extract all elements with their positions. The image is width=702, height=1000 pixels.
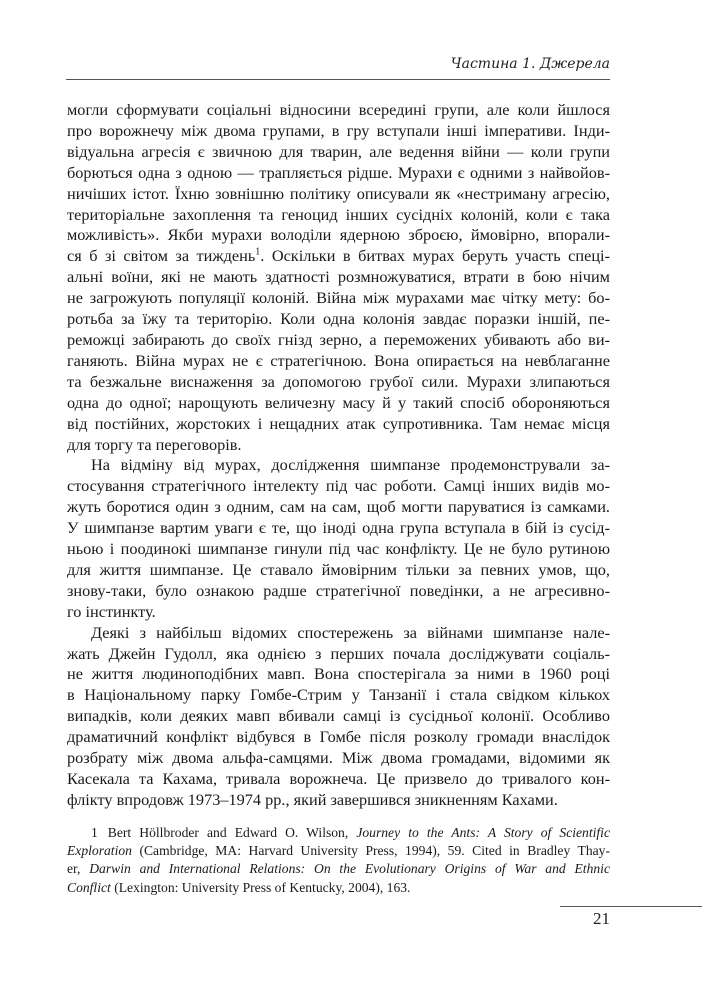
footnote-reference[interactable]: 1 — [255, 246, 261, 258]
text-fragment: ся б зі світом за тиждень — [67, 246, 256, 266]
text-line: го інстинкту. — [67, 601, 156, 621]
footnote-line — [67, 824, 610, 842]
text-line: не загрожують популяції колоній. Війна між мурахами має чітку мету: бо- — [67, 288, 610, 308]
text-line: У шимпанзе вартим уваги є те, що іноді одна група вступала в бій із сусід- — [67, 518, 610, 538]
text-line: від постійних, жорстоких і нещадних атак супротивника. Там немає місця — [67, 413, 610, 433]
text-line: не життя людиноподібних мавп. Вона спостерігала за ними в 1960 році — [67, 664, 610, 684]
running-header: Частина 1. Джерела — [450, 56, 610, 72]
text-line — [67, 246, 610, 267]
text-line: флікту впродовж 1973–1974 рр., який завершився зникненням Кахами. — [67, 789, 558, 809]
text-line: жать Джейн Гудолл, яка однією з перших почала досліджувати соціаль- — [67, 643, 610, 663]
header-rule — [66, 79, 610, 80]
footnote-line — [67, 860, 610, 878]
text-line: стосування стратегічного інтелекту під час роботи. Самці інших видів мо- — [67, 476, 610, 496]
text-line: розбрату між двома альфа-самцями. Між двома громадами, відомими як — [67, 748, 610, 768]
footnote-title: Exploration — [67, 843, 132, 859]
footnote-block — [67, 824, 610, 897]
text-line: ньою і поодинокі шимпанзе гинули під час конфлікту. Це не було рутиною — [67, 539, 610, 559]
text-line: жуть боротися один з одним, сам на сам, щоб могти паруватися із самками. — [67, 497, 610, 517]
text-line: в Національному парку Гомбе-Стрим у Танзанії і стала свідком кількох — [67, 685, 610, 705]
text-line: На відміну від мурах, дослідження шимпанзе продемонстрували за- — [91, 455, 610, 475]
footnote-text: (Lexington: University Press of Kentucky, 2004), 163. — [110, 879, 411, 895]
footnote-title: Darwin and International Relations: On the Evolutionary Origins of War and Ethnic — [89, 861, 610, 877]
text-line: борються одна з одною — трапляється рідше. Мурахи є одними з найвойов- — [67, 162, 610, 182]
text-line: територіальне захоплення та геноцид інших сусідніх колоній, коли є така — [67, 204, 610, 224]
footnote-text: (Cambridge, MA: Harvard University Press, 1994), 59. Cited in Bradley Thay- — [131, 843, 610, 859]
footnote-title: Conflict — [67, 879, 111, 895]
main-text — [67, 100, 610, 811]
paragraph-3 — [67, 623, 610, 811]
footnote-title: Journey to the Ants: A Story of Scientific — [356, 825, 610, 840]
text-line: для життя шимпанзе. Це ставало ймовірним тільки за певних умов, що, — [67, 559, 610, 579]
footnote-line — [67, 879, 610, 897]
text-line: про ворожнечу між двома групами, в гру вступали інші імперативи. Інди- — [67, 120, 610, 140]
text-line: відуальна агресія є звичною для тварин, але ведення війни — коли групи — [67, 141, 610, 161]
text-line: можливість». Якби мурахи володіли ядерною зброєю, ймовірно, впорали- — [67, 225, 610, 245]
footnote-text: Bert Höllbroder and Edward O. Wilson, — [107, 825, 357, 840]
paragraph-2 — [67, 455, 610, 622]
footer-rule — [560, 906, 702, 907]
text-line: драматичний конфлікт відбувся в Гомбе після розколу громади внаслідок — [67, 727, 610, 747]
text-line: альні воїни, які не мають здатності розмножуватися, втрати в бою нічим — [67, 267, 610, 287]
paragraph-1 — [67, 100, 610, 455]
page-number: 21 — [593, 909, 610, 928]
text-line: ганяють. Війна мурах не є стратегічною. Вона опирається на невблаганне — [67, 350, 610, 370]
text-fragment: . Оскільки в битвах мурах беруть участь спеці- — [260, 246, 610, 266]
text-line: знову-таки, було ознакою радше стратегічної поведінки, а не агресивно- — [67, 580, 610, 600]
text-line: могли сформувати соціальні відносини всередині групи, але коли йшлося — [67, 100, 610, 119]
text-line: для торгу та переговорів. — [67, 434, 242, 454]
footnote-line — [67, 842, 610, 860]
text-line: ротьба за їжу та територію. Коли одна колонія завдає поразки іншій, пе- — [67, 309, 610, 329]
text-line: ничіших істот. Їхню зовнішню політику описували як «нестриману агресію, — [67, 183, 610, 203]
text-line: одна до одної; нарощують величезну масу й у такий спосіб обороняються — [67, 392, 610, 412]
text-line: та безжальне виснаження за допомогою грубої сили. Мурахи злипаються — [67, 371, 610, 391]
text-line: Деякі з найбільш відомих спостережень за війнами шимпанзе нале- — [91, 622, 610, 642]
text-line: Касекала та Кахама, тривала ворожнеча. Це призвело до тривалого кон- — [67, 769, 610, 788]
text-line: реможці забирають до своїх гнізд зерно, а переможених убивають або ви- — [67, 329, 610, 349]
footnote-text: er, — [67, 861, 90, 877]
text-line: випадків, коли деяких мавп вбивали самці із сусідньої колонії. Особливо — [67, 706, 610, 726]
footnote-number: 1 — [91, 825, 98, 840]
